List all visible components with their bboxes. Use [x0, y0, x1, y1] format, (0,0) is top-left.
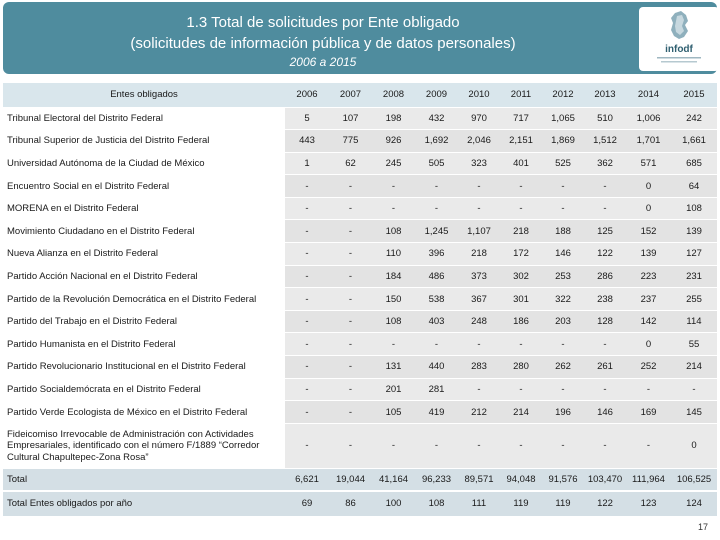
row-value-cell: -	[372, 423, 415, 468]
logo-text: infodf	[665, 44, 693, 55]
row-value-cell: 96,233	[415, 468, 458, 491]
table-row	[3, 243, 717, 266]
row-entity-name: Partido del Trabajo en el Distrito Federal	[3, 310, 285, 333]
row-value-cell: -	[329, 401, 372, 424]
row-value-cell: -	[329, 197, 372, 220]
row-entity-name: Fideicomiso Irrevocable de Administración con Actividades Empresariales, identificado con el número F/1889 “Corredor Cultural Chapultepec-Zona Rosa”	[3, 423, 285, 468]
row-value-cell: -	[372, 175, 415, 198]
row-value-cell: 248	[458, 310, 500, 333]
row-value-cell: 525	[542, 152, 584, 175]
row-value-cell: -	[329, 243, 372, 266]
row-entity-name: Partido Revolucionario Institucional en el Distrito Federal	[3, 356, 285, 379]
row-value-cell: 131	[372, 356, 415, 379]
row-value-cell: 139	[671, 220, 717, 243]
row-value-cell: 432	[415, 107, 458, 130]
row-value-cell: 212	[458, 401, 500, 424]
row-value-cell: -	[329, 310, 372, 333]
row-value-cell: 89,571	[458, 468, 500, 491]
row-value-cell: 253	[542, 265, 584, 288]
row-value-cell: 538	[415, 288, 458, 311]
row-value-cell: 2,046	[458, 130, 500, 153]
row-value-cell: -	[458, 333, 500, 356]
column-header-year: 2014	[626, 83, 671, 107]
title-banner	[3, 2, 717, 74]
row-value-cell: 188	[542, 220, 584, 243]
table-row	[3, 423, 717, 468]
row-value-cell: -	[415, 423, 458, 468]
row-value-cell: 169	[626, 401, 671, 424]
row-entity-name: MORENA en el Distrito Federal	[3, 197, 285, 220]
row-value-cell: 717	[500, 107, 542, 130]
column-header-year: 2010	[458, 83, 500, 107]
table-row	[3, 265, 717, 288]
row-value-cell: 6,621	[285, 468, 329, 491]
row-value-cell: 142	[626, 310, 671, 333]
row-value-cell: -	[542, 423, 584, 468]
row-value-cell: 1	[285, 152, 329, 175]
page-title	[63, 12, 583, 54]
row-value-cell: 419	[415, 401, 458, 424]
row-value-cell: -	[329, 265, 372, 288]
row-value-cell: 218	[500, 220, 542, 243]
row-value-cell: -	[329, 356, 372, 379]
row-value-cell: 86	[329, 491, 372, 517]
row-value-cell: 283	[458, 356, 500, 379]
row-value-cell: 107	[329, 107, 372, 130]
row-value-cell: 62	[329, 152, 372, 175]
row-entity-name: Tribunal Electoral del Distrito Federal	[3, 107, 285, 130]
row-value-cell: 127	[671, 243, 717, 266]
row-value-cell: -	[329, 288, 372, 311]
row-value-cell: 505	[415, 152, 458, 175]
table-row	[3, 152, 717, 175]
row-value-cell: -	[285, 197, 329, 220]
row-value-cell: 103,470	[584, 468, 626, 491]
row-value-cell: 111,964	[626, 468, 671, 491]
requests-table	[3, 83, 717, 518]
row-value-cell: -	[671, 378, 717, 401]
row-entity-name: Partido Acción Nacional en el Distrito Federal	[3, 265, 285, 288]
row-value-cell: 0	[626, 333, 671, 356]
column-header-year: 2009	[415, 83, 458, 107]
table-row	[3, 310, 717, 333]
row-value-cell: -	[285, 220, 329, 243]
row-entity-name: Nueva Alianza en el Distrito Federal	[3, 243, 285, 266]
row-value-cell: 0	[671, 423, 717, 468]
row-value-cell: -	[329, 423, 372, 468]
row-value-cell: 486	[415, 265, 458, 288]
row-value-cell: 443	[285, 130, 329, 153]
table-row	[3, 491, 717, 517]
row-value-cell: 5	[285, 107, 329, 130]
column-header-year: 2008	[372, 83, 415, 107]
row-entity-name: Total	[3, 468, 285, 491]
row-value-cell: 128	[584, 310, 626, 333]
row-value-cell: -	[458, 378, 500, 401]
row-value-cell: -	[285, 265, 329, 288]
row-value-cell: 231	[671, 265, 717, 288]
row-value-cell: 94,048	[500, 468, 542, 491]
row-value-cell: 302	[500, 265, 542, 288]
row-value-cell: 1,065	[542, 107, 584, 130]
row-value-cell: -	[500, 423, 542, 468]
row-value-cell: 1,107	[458, 220, 500, 243]
row-value-cell: 322	[542, 288, 584, 311]
row-value-cell: 108	[671, 197, 717, 220]
row-value-cell: 2,151	[500, 130, 542, 153]
table-row	[3, 130, 717, 153]
column-header-entity: Entes obligados	[3, 83, 285, 107]
row-value-cell: 106,525	[671, 468, 717, 491]
row-value-cell: 146	[584, 401, 626, 424]
row-value-cell: 1,869	[542, 130, 584, 153]
row-value-cell: 775	[329, 130, 372, 153]
row-value-cell: -	[542, 175, 584, 198]
row-value-cell: 252	[626, 356, 671, 379]
row-value-cell: 280	[500, 356, 542, 379]
row-value-cell: -	[584, 175, 626, 198]
row-value-cell: 286	[584, 265, 626, 288]
row-value-cell: 323	[458, 152, 500, 175]
row-entity-name: Partido Humanista en el Distrito Federal	[3, 333, 285, 356]
column-header-year: 2012	[542, 83, 584, 107]
row-entity-name: Tribunal Superior de Justicia del Distrito Federal	[3, 130, 285, 153]
row-value-cell: 1,245	[415, 220, 458, 243]
row-value-cell: 41,164	[372, 468, 415, 491]
row-value-cell: -	[500, 175, 542, 198]
row-value-cell: 245	[372, 152, 415, 175]
row-value-cell: -	[500, 378, 542, 401]
row-value-cell: -	[372, 197, 415, 220]
row-value-cell: 301	[500, 288, 542, 311]
row-value-cell: 108	[372, 310, 415, 333]
row-value-cell: -	[329, 175, 372, 198]
row-value-cell: -	[285, 288, 329, 311]
row-value-cell: -	[458, 175, 500, 198]
row-value-cell: 124	[671, 491, 717, 517]
row-value-cell: 196	[542, 401, 584, 424]
column-header-year: 2015	[671, 83, 717, 107]
row-entity-name: Partido Socialdemócrata en el Distrito Federal	[3, 378, 285, 401]
row-value-cell: -	[500, 333, 542, 356]
row-value-cell: 223	[626, 265, 671, 288]
row-value-cell: -	[584, 378, 626, 401]
row-value-cell: -	[584, 423, 626, 468]
row-value-cell: -	[329, 220, 372, 243]
row-value-cell: -	[372, 333, 415, 356]
row-value-cell: -	[285, 175, 329, 198]
row-value-cell: -	[285, 401, 329, 424]
table-row	[3, 107, 717, 130]
row-value-cell: 440	[415, 356, 458, 379]
row-value-cell: 362	[584, 152, 626, 175]
table-header-row	[3, 83, 717, 107]
row-value-cell: 1,661	[671, 130, 717, 153]
row-value-cell: 571	[626, 152, 671, 175]
row-value-cell: -	[458, 423, 500, 468]
title-line-1: 1.3 Total de solicitudes por Ente obligado	[186, 14, 460, 31]
title-line-2: (solicitudes de información pública y de datos personales)	[130, 35, 516, 52]
row-value-cell: 970	[458, 107, 500, 130]
row-value-cell: 19,044	[329, 468, 372, 491]
row-value-cell: 281	[415, 378, 458, 401]
row-value-cell: 214	[500, 401, 542, 424]
row-value-cell: -	[458, 197, 500, 220]
row-value-cell: -	[542, 333, 584, 356]
row-value-cell: 69	[285, 491, 329, 517]
row-value-cell: -	[542, 197, 584, 220]
column-header-year: 2006	[285, 83, 329, 107]
table-body	[3, 107, 717, 517]
row-entity-name: Encuentro Social en el Distrito Federal	[3, 175, 285, 198]
row-value-cell: 146	[542, 243, 584, 266]
row-entity-name: Total Entes obligados por año	[3, 491, 285, 517]
row-value-cell: 91,576	[542, 468, 584, 491]
table-row	[3, 356, 717, 379]
infodf-logo	[639, 7, 719, 71]
row-value-cell: -	[542, 378, 584, 401]
row-value-cell: 122	[584, 243, 626, 266]
row-value-cell: 145	[671, 401, 717, 424]
row-entity-name: Partido Verde Ecologista de México en el Distrito Federal	[3, 401, 285, 424]
row-value-cell: 186	[500, 310, 542, 333]
row-value-cell: 122	[584, 491, 626, 517]
table-row	[3, 468, 717, 491]
row-value-cell: -	[285, 378, 329, 401]
row-value-cell: 685	[671, 152, 717, 175]
row-value-cell: 110	[372, 243, 415, 266]
logo-icon	[639, 7, 719, 71]
row-value-cell: 1,006	[626, 107, 671, 130]
row-value-cell: 214	[671, 356, 717, 379]
row-value-cell: 926	[372, 130, 415, 153]
row-value-cell: 105	[372, 401, 415, 424]
row-value-cell: 261	[584, 356, 626, 379]
row-value-cell: 403	[415, 310, 458, 333]
row-value-cell: 510	[584, 107, 626, 130]
row-value-cell: 108	[372, 220, 415, 243]
row-value-cell: 100	[372, 491, 415, 517]
row-value-cell: -	[626, 378, 671, 401]
row-entity-name: Universidad Autónoma de la Ciudad de México	[3, 152, 285, 175]
row-value-cell: -	[415, 197, 458, 220]
table-row	[3, 197, 717, 220]
row-value-cell: -	[329, 333, 372, 356]
row-value-cell: 1,701	[626, 130, 671, 153]
row-value-cell: 184	[372, 265, 415, 288]
column-header-year: 2013	[584, 83, 626, 107]
row-value-cell: 0	[626, 175, 671, 198]
row-value-cell: 396	[415, 243, 458, 266]
row-value-cell: 114	[671, 310, 717, 333]
row-value-cell: 242	[671, 107, 717, 130]
row-value-cell: 108	[415, 491, 458, 517]
row-value-cell: -	[329, 378, 372, 401]
row-value-cell: 1,512	[584, 130, 626, 153]
row-value-cell: 150	[372, 288, 415, 311]
row-value-cell: -	[285, 310, 329, 333]
row-value-cell: 172	[500, 243, 542, 266]
table-row	[3, 288, 717, 311]
row-value-cell: 237	[626, 288, 671, 311]
table-row	[3, 333, 717, 356]
row-value-cell: 64	[671, 175, 717, 198]
row-value-cell: 125	[584, 220, 626, 243]
row-value-cell: 198	[372, 107, 415, 130]
row-value-cell: -	[626, 423, 671, 468]
row-value-cell: 203	[542, 310, 584, 333]
row-value-cell: 367	[458, 288, 500, 311]
row-value-cell: -	[285, 243, 329, 266]
period-subtitle: 2006 a 2015	[289, 55, 357, 69]
row-value-cell: 119	[500, 491, 542, 517]
row-value-cell: 119	[542, 491, 584, 517]
row-value-cell: -	[500, 197, 542, 220]
row-value-cell: -	[584, 333, 626, 356]
page-number: 17	[697, 522, 708, 532]
row-value-cell: -	[584, 197, 626, 220]
row-value-cell: 373	[458, 265, 500, 288]
row-value-cell: 152	[626, 220, 671, 243]
row-value-cell: -	[415, 175, 458, 198]
row-value-cell: 218	[458, 243, 500, 266]
row-value-cell: -	[415, 333, 458, 356]
row-value-cell: 139	[626, 243, 671, 266]
row-value-cell: -	[285, 423, 329, 468]
row-value-cell: 0	[626, 197, 671, 220]
row-entity-name: Partido de la Revolución Democrática en el Distrito Federal	[3, 288, 285, 311]
table-row	[3, 175, 717, 198]
row-value-cell: -	[285, 333, 329, 356]
row-value-cell: 55	[671, 333, 717, 356]
table-row	[3, 401, 717, 424]
table-row	[3, 220, 717, 243]
row-value-cell: 123	[626, 491, 671, 517]
row-value-cell: 401	[500, 152, 542, 175]
column-header-year: 2011	[500, 83, 542, 107]
column-header-year: 2007	[329, 83, 372, 107]
row-value-cell: 111	[458, 491, 500, 517]
row-value-cell: 262	[542, 356, 584, 379]
row-value-cell: 201	[372, 378, 415, 401]
table-row	[3, 378, 717, 401]
row-value-cell: 238	[584, 288, 626, 311]
row-value-cell: 1,692	[415, 130, 458, 153]
row-value-cell: -	[285, 356, 329, 379]
row-value-cell: 255	[671, 288, 717, 311]
row-entity-name: Movimiento Ciudadano en el Distrito Federal	[3, 220, 285, 243]
